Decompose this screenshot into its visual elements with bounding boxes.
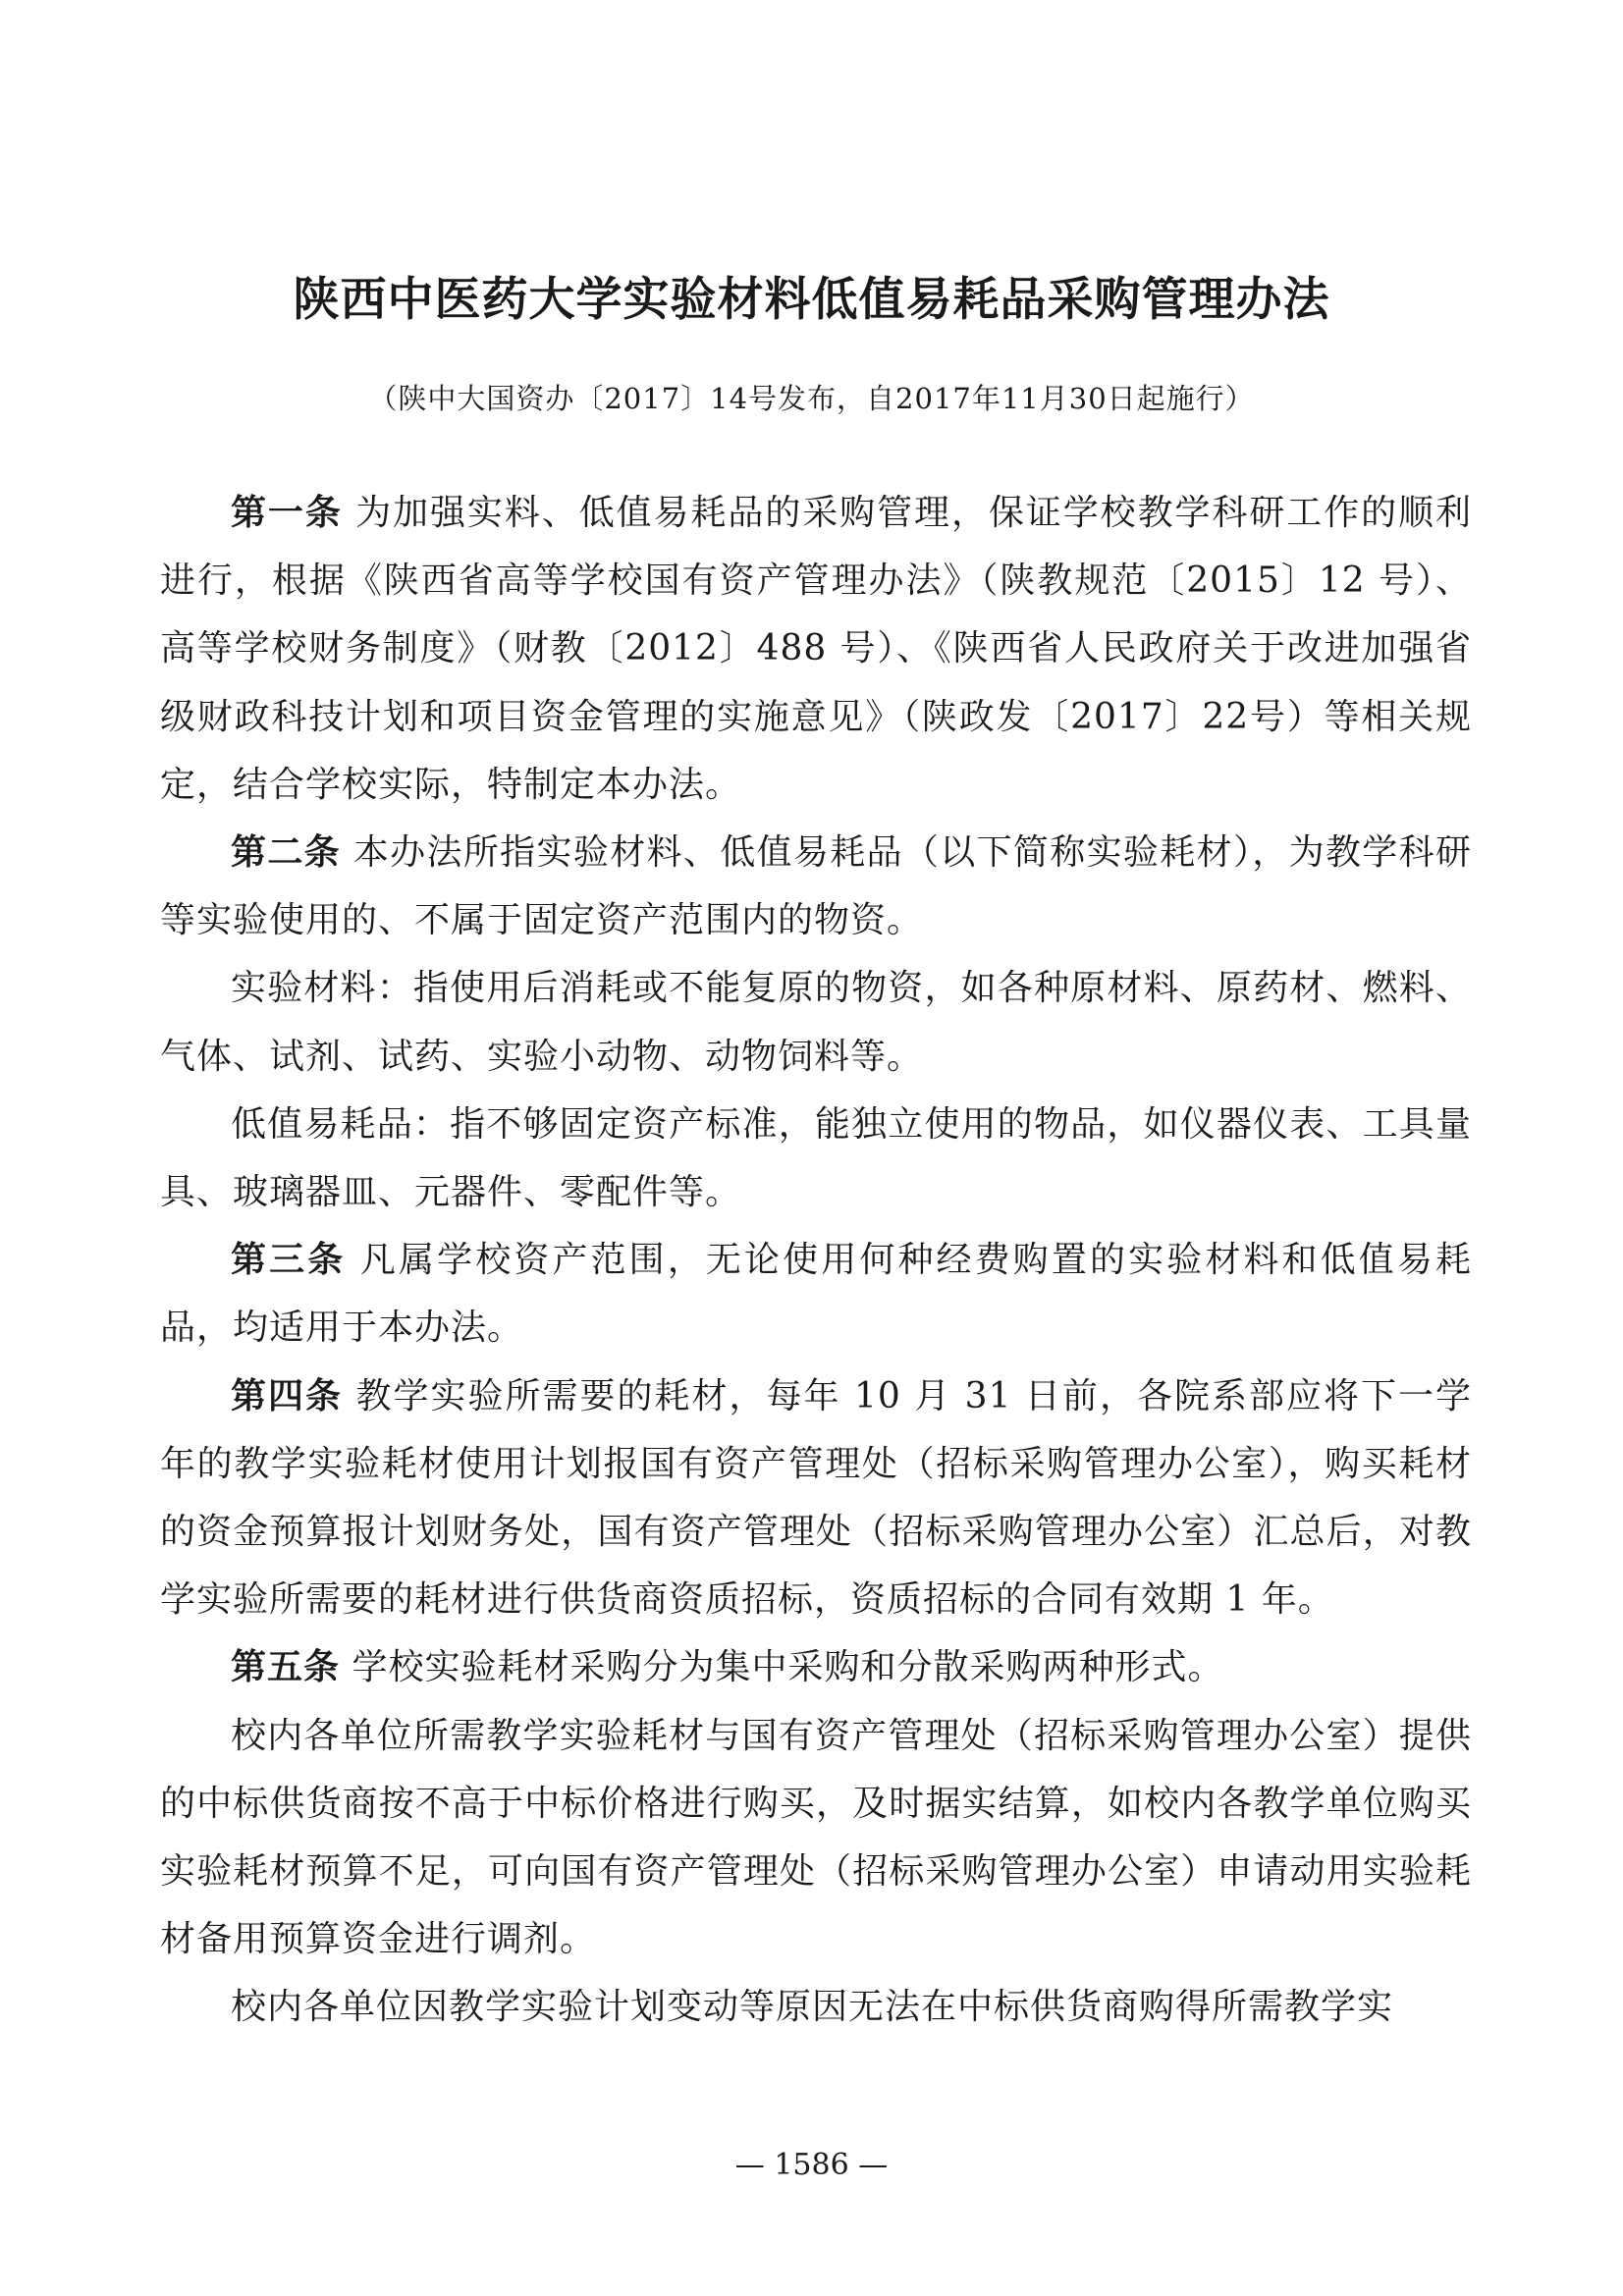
article-text: 学校实验耗材采购分为集中采购和分散采购两种形式。 — [340, 1647, 1224, 1688]
article-4 — [160, 1362, 1472, 1634]
article-label: 第五条 — [231, 1646, 341, 1688]
document-subtitle: （陕中大国资办〔2017〕14号发布，自2017年11月30日起施行） — [368, 382, 1255, 415]
paragraph-decentralized-purchase — [160, 1973, 1472, 2041]
paragraph-experimental-materials — [160, 954, 1472, 1090]
article-text: 教学实验所需要的耗材，每年 10 月 31 日前，各院系部应将下一学年的教学实验耗材使用计划报国有资产管理处（招标采购管理办公室），购买耗材的资金预算报计划财务处，国有资产管理处（招标采购管理办公室）汇总后，对教学实验所需要的耗材进行供货商资质招标，资质招标的合同有效期 1 年。 — [160, 1375, 1472, 1621]
article-1 — [160, 479, 1472, 819]
article-label: 第三条 — [231, 1239, 347, 1281]
paragraph-text: 校内各单位所需教学实验耗材与国有资产管理处（招标采购管理办公室）提供的中标供货商按不高于中标价格进行购买，及时据实结算，如校内各教学单位购买实验耗材预算不足，可向国有资产管理处（招标采购管理办公室）申请动用实验耗材备用预算资金进行调剂。 — [160, 1715, 1472, 1960]
page-number: — 1586 — — [734, 2148, 889, 2182]
document-body — [160, 479, 1472, 2042]
article-2 — [160, 819, 1472, 954]
article-label: 第四条 — [231, 1374, 344, 1416]
article-text: 本办法所指实验材料、低值易耗品（以下简称实验耗材），为教学科研等实验使用的、不属于固定资产范围内的物资。 — [160, 832, 1472, 941]
article-label: 第一条 — [231, 492, 343, 533]
paragraph-low-value-consumables — [160, 1091, 1472, 1226]
article-text: 凡属学校资产范围，无论使用何种经费购置的实验材料和低值易耗品，均适用于本办法。 — [160, 1240, 1472, 1349]
paragraph-centralized-purchase — [160, 1702, 1472, 1974]
article-5 — [160, 1633, 1472, 1701]
article-label: 第二条 — [231, 831, 342, 874]
article-3 — [160, 1226, 1472, 1362]
paragraph-text: 低值易耗品：指不够固定资产标准，能独立使用的物品，如仪器仪表、工具量具、玻璃器皿、元器件、零配件等。 — [160, 1103, 1472, 1213]
document-title: 陕西中医药大学实验材料低值易耗品采购管理办法 — [293, 273, 1330, 327]
article-text: 为加强实料、低值易耗品的采购管理，保证学校教学科研工作的顺利进行，根据《陕西省高等学校国有资产管理办法》（陕教规范〔2015〕12 号）、高等学校财务制度》（财教〔2012〕488 号）、《陕西省人民政府关于改进加强省级财政科技计划和项目资金管理的实施意见》（陕政发〔2017〕22号）等相关规定，结合学校实际，特制定本办法。 — [160, 493, 1472, 805]
paragraph-text: 校内各单位因教学实验计划变动等原因无法在中标供货商购得所需教学实 — [231, 1987, 1394, 2028]
paragraph-text: 实验材料：指使用后消耗或不能复原的物资，如各种原材料、原药材、燃料、气体、试剂、试药、实验小动物、动物饲料等。 — [160, 968, 1472, 1077]
